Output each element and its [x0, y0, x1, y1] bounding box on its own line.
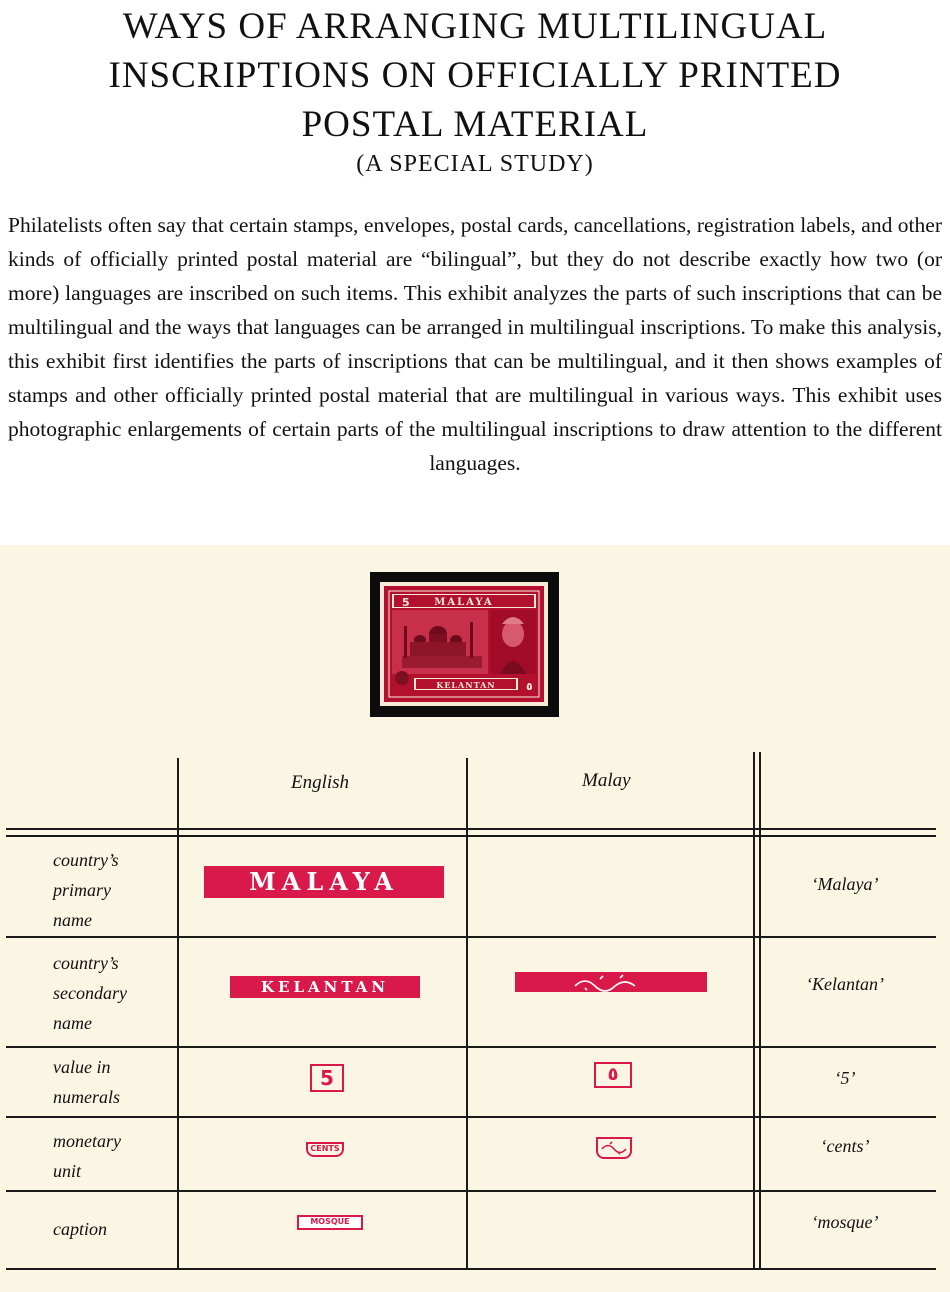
- title-line-1: WAYS OF ARRANGING MULTILINGUAL: [122, 6, 828, 47]
- english-cents-label: CENTS: [306, 1142, 344, 1157]
- stamp-image: [380, 582, 548, 706]
- stamp-state-text: KELANTAN: [436, 680, 496, 690]
- malay-state-band: [515, 972, 707, 992]
- column-header-english: English: [291, 772, 350, 793]
- page-title: [0, 2, 950, 179]
- subtitle: (A SPECIAL STUDY): [356, 151, 594, 177]
- meaning-five: ‘5’: [834, 1068, 856, 1088]
- row-label-primary-name: country’s primary name: [53, 850, 119, 930]
- table-bottom-rule: [6, 1268, 936, 1270]
- meaning-kelantan: ‘Kelantan’: [806, 974, 884, 994]
- meaning-cents: ‘cents’: [820, 1136, 870, 1156]
- english-country-band: MALAYA: [204, 866, 444, 898]
- meaning-malaya: ‘Malaya’: [811, 874, 879, 894]
- malay-cents-label: [596, 1137, 632, 1159]
- row-label-value-in-numerals: value in numerals: [53, 1057, 120, 1107]
- row-label-caption: caption: [53, 1219, 107, 1239]
- malay-numeral-box: ٥: [594, 1062, 632, 1088]
- english-state-band: KELANTAN: [230, 976, 420, 998]
- table-header-rule-2: [6, 835, 936, 837]
- title-line-3: POSTAL MATERIAL: [301, 104, 649, 145]
- jawi-script-icon: [515, 972, 707, 992]
- row-label-monetary-unit: monetary unit: [53, 1131, 121, 1181]
- row-label-secondary-name: country’s secondary name: [53, 953, 127, 1033]
- stamp-country-text: MALAYA: [434, 597, 494, 608]
- stamp-value-text: 5: [402, 596, 410, 609]
- table-row-rule-1: [6, 936, 936, 938]
- stamp-malay-numeral: ٥: [526, 680, 533, 693]
- table-row-rule-3: [6, 1116, 936, 1118]
- title-line-2: INSCRIPTIONS ON OFFICIALLY PRINTED: [108, 55, 842, 96]
- table-row-rule-2: [6, 1046, 936, 1048]
- title-panel: [0, 0, 950, 545]
- intro-paragraph: Philatelists often say that certain stamps, envelopes, postal cards, cancellations, registration labels, and other kinds of officially printed postal material are “bilingual”, but they do not describe exactly how two (or more) languages are inscribed on such items. This exhibit analyzes the parts of such inscriptions that can be multilingual and the ways that languages can be arranged in multilingual inscriptions. To make this analysis, this exhibit first identifies the parts of inscriptions that can be multilingual, and it then shows examples of stamps and other officially printed postal material that are multilingual in various ways. This exhibit uses photographic enlargements of certain parts of the multilingual inscriptions to draw attention to the different languages.: [8, 213, 942, 475]
- table-row-rule-4: [6, 1190, 936, 1192]
- table-header-rule-1: [6, 828, 936, 830]
- meaning-mosque: ‘mosque’: [811, 1212, 879, 1232]
- column-header-malay: Malay: [582, 770, 631, 791]
- jawi-cents-icon: [598, 1139, 630, 1155]
- stamp-mount: [370, 572, 559, 717]
- english-numeral-box: 5: [310, 1064, 344, 1092]
- english-mosque-label: MOSQUE: [297, 1215, 363, 1230]
